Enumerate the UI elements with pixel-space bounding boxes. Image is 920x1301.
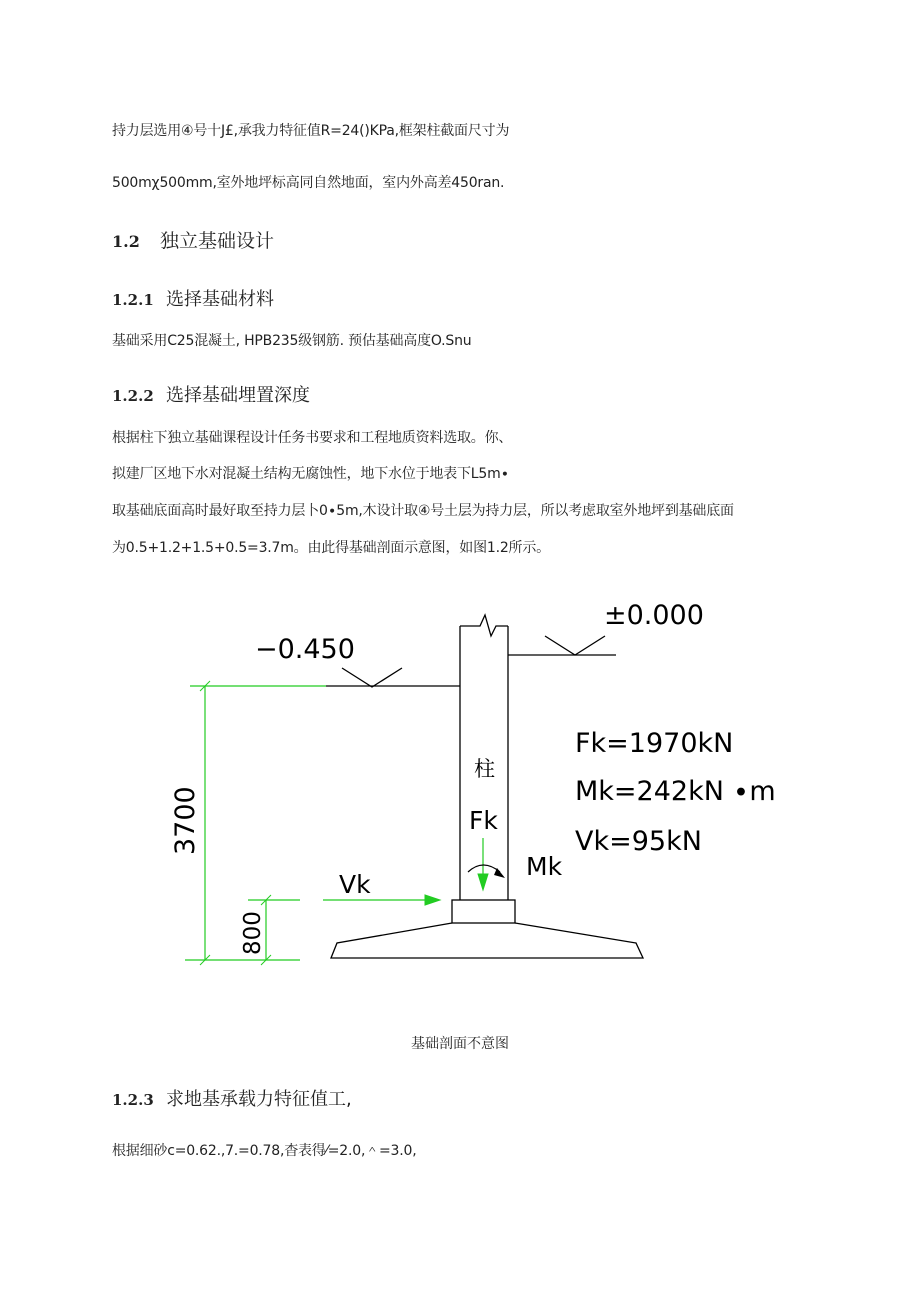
section-heading-1-2 xyxy=(112,226,274,253)
section-title: 独立基础设计 xyxy=(160,230,275,252)
section-heading-1-2-1 xyxy=(112,285,274,311)
section-number: 1.2.1 xyxy=(112,291,154,309)
section-number: 1.2.3 xyxy=(112,1091,154,1109)
paragraph-bearing-depth: 取基础底面高时最好取至持力层卜0∙5m,木设计取④号土层为持力层，所以考虑取室外地坪到基础底面 xyxy=(112,503,734,519)
paragraph-soil-coefficients: 根据细砂c=0.62.,7.=0.78,杳表得⁄=2.0,＾=3.0, xyxy=(112,1143,417,1159)
load-vk-label: Vk=95kN xyxy=(575,826,702,857)
elevation-outdoor-label: −0.450 xyxy=(255,634,355,665)
section-title: 选择基础埋置深度 xyxy=(166,385,310,406)
moment-label: Mk xyxy=(526,852,563,881)
section-title: 选择基础材料 xyxy=(166,289,274,310)
elevation-indoor-label: ±0.000 xyxy=(604,600,704,631)
shear-force-label: Vk xyxy=(339,870,371,899)
paragraph-materials: 基础采用C25混凝土, HPB235级钢筋. 预估基础高度O.Snu xyxy=(112,333,472,349)
dimension-800-label: 800 xyxy=(240,911,266,955)
section-heading-1-2-3 xyxy=(112,1085,352,1111)
foundation-section-figure xyxy=(0,585,920,985)
load-fk-label: Fk=1970kN xyxy=(575,728,734,759)
paragraph-depth-result: 为0.5+1.2+1.5+0.5=3.7m。由此得基础剖面示意图，如图1.2所示。 xyxy=(112,540,550,556)
load-mk-label: Mk=242kN ∙m xyxy=(575,776,776,807)
section-number: 1.2 xyxy=(112,232,140,251)
paragraph-groundwater: 拟建厂区地下水对混凝土结构无腐蚀性，地下水位于地表下L5m∙ xyxy=(112,466,510,482)
paragraph-bearing-layer: 持力层选用④号十J£,承我力特征值R=24()KPa,框架柱截面尺寸为 xyxy=(112,123,510,139)
axial-force-label: Fk xyxy=(469,806,498,835)
dimension-3700-label: 3700 xyxy=(170,786,201,855)
section-heading-1-2-2 xyxy=(112,381,310,407)
paragraph-depth-basis: 根据柱下独立基础课程设计任务书要求和工程地质资料选取。你、 xyxy=(112,430,513,446)
column-label: 柱 xyxy=(474,757,495,781)
section-number: 1.2.2 xyxy=(112,387,154,405)
figure-caption: 基础剖面不意图 xyxy=(411,1036,509,1052)
paragraph-column-size: 500mχ500mm,室外地坪标高同自然地面，室内外高差450ran. xyxy=(112,175,505,191)
section-title: 求地基承载力特征值工, xyxy=(166,1089,352,1110)
